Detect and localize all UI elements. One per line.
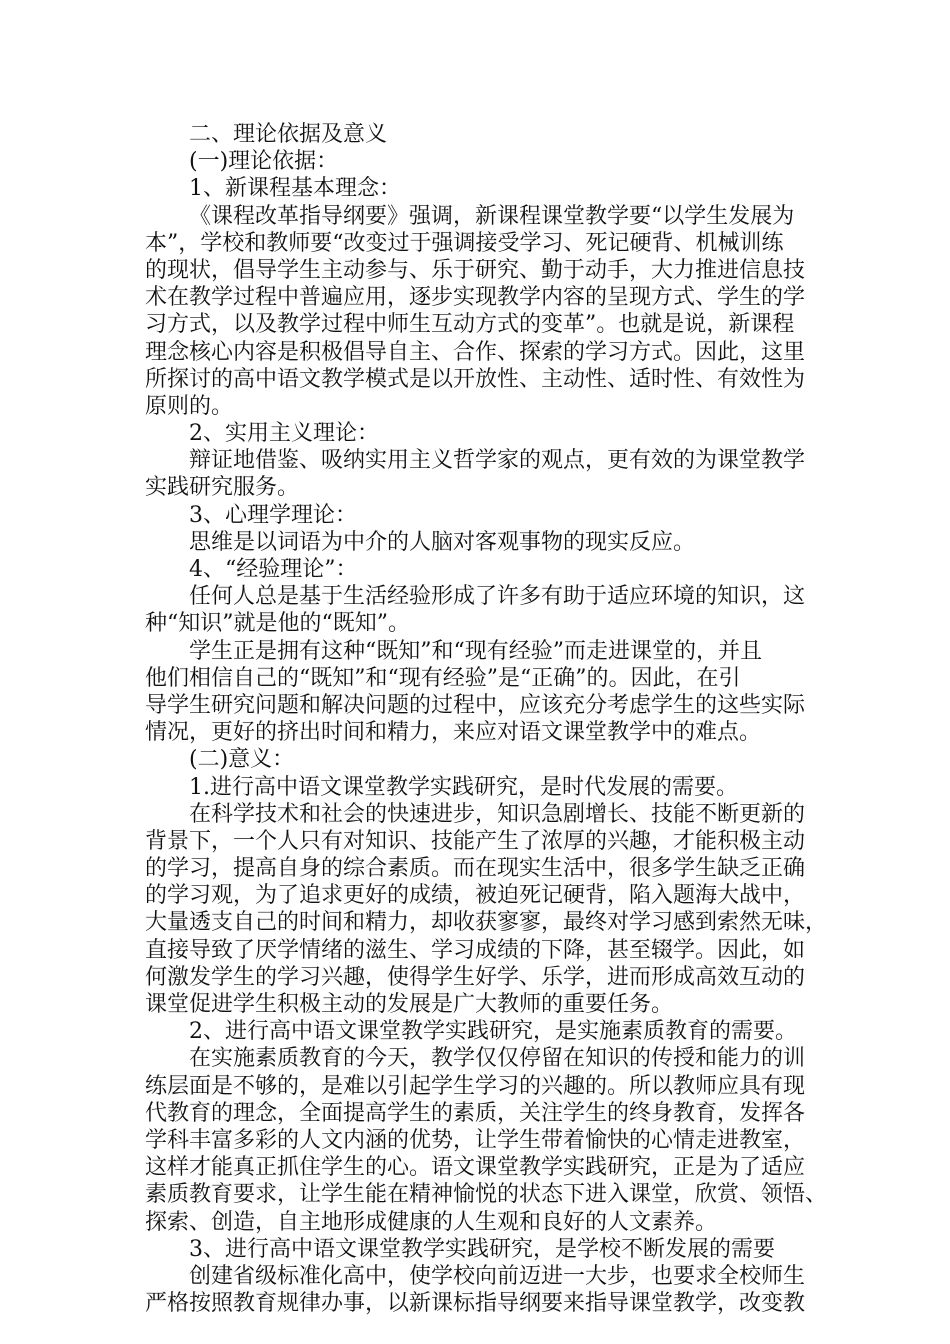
text-line: 探索、创造，自主地形成健康的人生观和良好的人文素养。: [145, 1209, 718, 1235]
text-line: 3、心理学理论：: [189, 502, 357, 528]
text-line: 2、进行高中语文课堂教学实践研究，是实施素质教育的需要。: [189, 1019, 797, 1045]
text-line: 导学生研究问题和解决问题的过程中，应该充分考虑学生的这些实际: [145, 692, 806, 718]
text-line: 他们相信自己的“既知”和“现有经验”是“正确”的。因此，在引: [145, 665, 741, 691]
text-line: 1.进行高中语文课堂教学实践研究，是时代发展的需要。: [189, 774, 738, 800]
text-line: 种“知识”就是他的“既知”。: [145, 611, 410, 637]
text-line: 练层面是不够的，是难以引起学生学习的兴趣的。所以教师应具有现: [145, 1073, 806, 1099]
text-line: 2、实用主义理论：: [189, 421, 379, 447]
text-line: 学生正是拥有这种“既知”和“现有经验”而走进课堂的，并且: [189, 638, 762, 664]
text-line: 大量透支自己的时间和精力，却收获寥寥，最终对学习感到索然无味，: [145, 910, 828, 936]
text-line: 在科学技术和社会的快速进步，知识急剧增长、技能不断更新的: [189, 801, 806, 827]
text-line: (二)意义：: [189, 747, 295, 773]
text-line: 情况，更好的挤出时间和精力，来应对语文课堂教学中的难点。: [145, 720, 762, 746]
text-line: 1、新课程基本理念：: [189, 176, 401, 202]
text-line: 的现状，倡导学生主动参与、乐于研究、勤于动手，大力推进信息技: [145, 257, 806, 283]
text-line: 所探讨的高中语文教学模式是以开放性、主动性、适时性、有效性为: [145, 366, 806, 392]
text-line: 术在教学过程中普遍应用，逐步实现教学内容的呈现方式、学生的学: [145, 285, 806, 311]
document-body: [145, 121, 828, 1317]
text-line: 课堂促进学生积极主动的发展是广大教师的重要任务。: [145, 992, 674, 1017]
text-line: 任何人总是基于生活经验形成了许多有助于适应环境的知识，这: [189, 584, 806, 610]
text-line: 直接导致了厌学情绪的滋生、学习成绩的下降，甚至辍学。因此，如: [145, 937, 806, 963]
text-line: 素质教育要求，让学生能在精神愉悦的状态下进入课堂，欣赏、领悟、: [145, 1182, 828, 1208]
document-page: [145, 121, 828, 1317]
text-line: 本”，学校和教师要“改变过于强调接受学习、死记硬背、机械训练: [145, 230, 784, 256]
text-line: 严格按照教育规律办事，以新课标指导纲要来指导课堂教学，改变教: [145, 1291, 806, 1317]
text-line: 二、理论依据及意义: [189, 122, 388, 147]
text-line: 学科丰富多彩的人文内涵的优势，让学生带着愉快的心情走进教室，: [145, 1127, 806, 1153]
text-line: 思维是以词语为中介的人脑对客观事物的现实反应。: [189, 529, 696, 555]
text-line: 这样才能真正抓住学生的心。语文课堂教学实践研究，正是为了适应: [145, 1155, 806, 1181]
text-line: 《课程改革指导纲要》强调，新课程课堂教学要“以学生发展为: [189, 203, 795, 229]
text-line: 的学习，提高自身的综合素质。而在现实生活中，很多学生缺乏正确: [145, 856, 806, 882]
text-line: 理念核心内容是积极倡导自主、合作、探索的学习方式。因此，这里: [145, 339, 806, 365]
text-line: (一)理论依据：: [189, 149, 339, 175]
text-line: 在实施素质教育的今天，教学仅仅停留在知识的传授和能力的训: [189, 1046, 806, 1072]
text-line: 实践研究服务。: [145, 475, 300, 501]
text-line: 代教育的理念，全面提高学生的素质，关注学生的终身教育，发挥各: [145, 1100, 806, 1126]
text-line: 4、“经验理论”：: [189, 557, 358, 582]
text-line: 习方式，以及教学过程中师生互动方式的变革”。也就是说，新课程: [145, 312, 795, 338]
text-line: 辩证地借鉴、吸纳实用主义哲学家的观点，更有效的为课堂教学: [189, 448, 806, 474]
text-line: 背景下，一个人只有对知识、技能产生了浓厚的兴趣，才能积极主动: [145, 828, 806, 854]
text-line: 何激发学生的学习兴趣，使得学生好学、乐学，进而形成高效互动的: [145, 964, 806, 990]
text-line: 的学习观，为了追求更好的成绩，被迫死记硬背，陷入题海大战中，: [145, 883, 806, 909]
text-line: 3、进行高中语文课堂教学实践研究，是学校不断发展的需要: [189, 1236, 775, 1262]
text-line: 创建省级标准化高中，使学校向前迈进一大步，也要求全校师生: [189, 1263, 806, 1289]
text-line: 原则的。: [145, 393, 234, 419]
